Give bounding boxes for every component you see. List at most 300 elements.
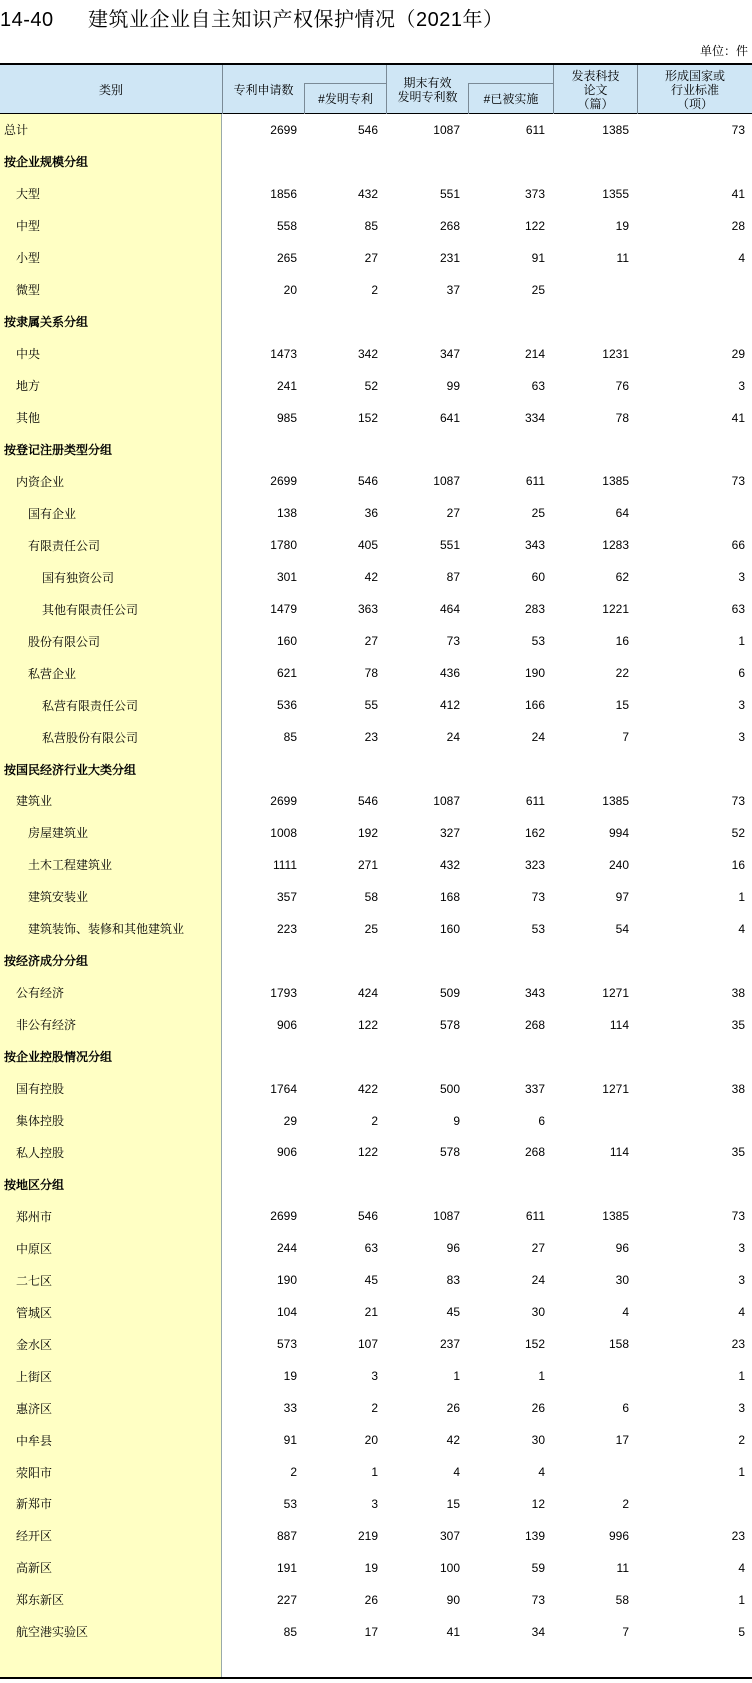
cell-implemented: 373 [524, 186, 545, 201]
cell-standards: 3 [738, 1401, 745, 1416]
cell-standards: 3 [738, 570, 745, 585]
row-label: 土木工程建筑业 [28, 858, 113, 873]
cell-patent-applications: 53 [283, 1496, 297, 1511]
cell-patent-applications: 190 [276, 1273, 297, 1288]
cell-papers: 17 [615, 1433, 629, 1448]
cell-valid-inventions: 578 [439, 1017, 460, 1032]
row-label: 私人控股 [16, 1145, 65, 1160]
cell-valid-inventions: 436 [439, 666, 460, 681]
cell-standards: 4 [738, 1305, 745, 1320]
cell-invention-patents: 219 [357, 1528, 378, 1543]
cell-standards: 73 [731, 793, 745, 808]
table-row [0, 657, 752, 689]
cell-patent-applications: 19 [283, 1369, 297, 1384]
table-row [0, 1232, 752, 1264]
cell-papers: 1385 [602, 474, 629, 489]
cell-implemented: 60 [531, 570, 545, 585]
cell-standards: 3 [738, 378, 745, 393]
cell-patent-applications: 2699 [270, 793, 297, 808]
cell-patent-applications: 1856 [270, 186, 297, 201]
cell-papers: 1221 [602, 602, 629, 617]
cell-papers: 1271 [602, 985, 629, 1000]
cell-patent-applications: 138 [276, 506, 297, 521]
cell-invention-patents: 27 [364, 634, 378, 649]
cell-standards: 4 [738, 250, 745, 265]
cell-implemented: 152 [524, 1337, 545, 1352]
cell-implemented: 6 [538, 1113, 545, 1128]
cell-implemented: 162 [524, 825, 545, 840]
group-header-row [0, 1041, 752, 1073]
row-label: 按隶属关系分组 [4, 315, 89, 330]
cell-standards: 73 [731, 474, 745, 489]
cell-papers: 30 [615, 1273, 629, 1288]
table-row [0, 1392, 752, 1424]
cell-patent-applications: 1780 [270, 538, 297, 553]
table-row [0, 402, 752, 434]
cell-invention-patents: 26 [364, 1592, 378, 1607]
cell-invention-patents: 85 [364, 218, 378, 233]
table-row [0, 593, 752, 625]
cell-invention-patents: 422 [357, 1081, 378, 1096]
table-row [0, 1009, 752, 1041]
cell-valid-inventions: 231 [439, 250, 460, 265]
cell-implemented: 12 [531, 1496, 545, 1511]
cell-valid-inventions: 551 [439, 186, 460, 201]
cell-implemented: 611 [525, 474, 545, 489]
cell-patent-applications: 85 [283, 1624, 297, 1639]
cell-standards: 73 [731, 1209, 745, 1224]
cell-invention-patents: 23 [364, 730, 378, 745]
cell-invention-patents: 45 [364, 1273, 378, 1288]
cell-implemented: 27 [531, 1241, 545, 1256]
table-row [0, 178, 752, 210]
header-standards-line2: 行业标准 [670, 82, 719, 97]
table-row [0, 977, 752, 1009]
cell-invention-patents: 342 [357, 346, 378, 361]
cell-papers: 1385 [602, 793, 629, 808]
row-label: 按企业规模分组 [4, 155, 89, 170]
cell-implemented: 166 [524, 698, 545, 713]
row-label: 私营股份有限公司 [42, 730, 139, 745]
cell-invention-patents: 546 [357, 474, 378, 489]
row-label: 中型 [16, 219, 41, 234]
table-header [0, 63, 752, 114]
cell-implemented: 323 [524, 857, 545, 872]
cell-standards: 29 [731, 346, 745, 361]
cell-papers: 158 [608, 1337, 629, 1352]
cell-patent-applications: 227 [276, 1592, 297, 1607]
cell-patent-applications: 573 [276, 1337, 297, 1352]
table-body [0, 114, 752, 1648]
row-label: 小型 [16, 251, 41, 266]
row-label: 管城区 [16, 1305, 53, 1320]
cell-patent-applications: 241 [276, 378, 297, 393]
cell-invention-patents: 122 [357, 1017, 378, 1032]
cell-papers: 19 [615, 218, 629, 233]
cell-standards: 73 [731, 122, 745, 137]
unit-label: 单位：件 [699, 44, 748, 58]
table-row [0, 1200, 752, 1232]
cell-patent-applications: 887 [276, 1528, 297, 1543]
table-row [0, 817, 752, 849]
cell-valid-inventions: 509 [439, 985, 460, 1000]
cell-papers: 11 [616, 1560, 629, 1575]
cell-papers: 78 [615, 410, 629, 425]
cell-patent-applications: 1764 [270, 1081, 297, 1096]
cell-implemented: 24 [531, 730, 545, 745]
cell-valid-inventions: 641 [439, 410, 460, 425]
cell-implemented: 1 [538, 1369, 545, 1384]
cell-valid-inventions: 168 [439, 889, 460, 904]
cell-patent-applications: 191 [276, 1560, 297, 1575]
cell-invention-patents: 152 [357, 410, 378, 425]
header-standards-line3: （项） [676, 96, 713, 111]
cell-papers: 1271 [602, 1081, 629, 1096]
table-row [0, 849, 752, 881]
table-row [0, 1488, 752, 1520]
header-papers-line2: 论文 [583, 82, 608, 97]
cell-papers: 1385 [602, 1209, 629, 1224]
row-label: 建筑安装业 [28, 890, 89, 905]
cell-valid-inventions: 96 [446, 1241, 460, 1256]
table-row [0, 1360, 752, 1392]
header-divider [304, 83, 386, 84]
table-row [0, 1328, 752, 1360]
cell-papers: 1231 [602, 346, 629, 361]
row-label: 中原区 [16, 1241, 53, 1256]
cell-implemented: 214 [524, 346, 545, 361]
table-row [0, 1456, 752, 1488]
cell-papers: 7 [622, 730, 629, 745]
cell-valid-inventions: 99 [446, 378, 460, 393]
table-row [0, 913, 752, 945]
cell-valid-inventions: 15 [446, 1496, 460, 1511]
cell-invention-patents: 52 [364, 378, 378, 393]
header-papers-line3: （篇） [577, 96, 614, 111]
cell-patent-applications: 85 [283, 730, 297, 745]
cell-papers: 11 [616, 250, 629, 265]
cell-valid-inventions: 327 [439, 825, 460, 840]
group-header-row [0, 306, 752, 338]
cell-implemented: 122 [524, 218, 545, 233]
cell-invention-patents: 546 [357, 122, 378, 137]
cell-invention-patents: 42 [364, 570, 378, 585]
row-label: 惠济区 [16, 1401, 53, 1416]
row-label: 新郑市 [16, 1497, 53, 1512]
cell-invention-patents: 2 [371, 282, 378, 297]
cell-papers: 62 [615, 570, 629, 585]
cell-patent-applications: 357 [276, 889, 297, 904]
table-row [0, 881, 752, 913]
cell-invention-patents: 405 [357, 538, 378, 553]
cell-valid-inventions: 307 [439, 1528, 460, 1543]
cell-valid-inventions: 464 [439, 602, 460, 617]
cell-valid-inventions: 90 [446, 1592, 460, 1607]
cell-patent-applications: 33 [283, 1401, 297, 1416]
table-row [0, 370, 752, 402]
header-divider [468, 83, 553, 84]
row-label: 经开区 [16, 1529, 53, 1544]
row-label: 上街区 [16, 1369, 53, 1384]
cell-valid-inventions: 1087 [433, 1209, 460, 1224]
table-row [0, 242, 752, 274]
cell-standards: 4 [738, 1560, 745, 1575]
cell-patent-applications: 2699 [270, 122, 297, 137]
cell-standards: 63 [731, 602, 745, 617]
cell-implemented: 139 [524, 1528, 545, 1543]
cell-invention-patents: 17 [364, 1624, 378, 1639]
row-label: 金水区 [16, 1337, 53, 1352]
row-label: 非公有经济 [16, 1018, 77, 1033]
cell-standards: 28 [731, 218, 745, 233]
cell-patent-applications: 621 [276, 666, 297, 681]
cell-valid-inventions: 9 [453, 1113, 460, 1128]
table-row [0, 1552, 752, 1584]
cell-standards: 1 [738, 1465, 745, 1479]
cell-standards: 23 [731, 1528, 745, 1543]
cell-implemented: 343 [524, 538, 545, 553]
cell-standards: 1 [738, 1369, 745, 1384]
row-label: 国有控股 [16, 1082, 65, 1097]
row-label: 荥阳市 [16, 1465, 53, 1480]
cell-standards: 3 [738, 730, 745, 745]
cell-standards: 52 [731, 825, 745, 840]
group-header-row [0, 1168, 752, 1200]
cell-invention-patents: 27 [364, 250, 378, 265]
row-label: 私营企业 [28, 666, 77, 681]
cell-valid-inventions: 432 [439, 857, 460, 872]
row-label: 股份有限公司 [28, 634, 101, 649]
table-row [0, 529, 752, 561]
table-row [0, 561, 752, 593]
row-label: 按经济成分分组 [4, 954, 89, 969]
cell-invention-patents: 58 [364, 889, 378, 904]
cell-standards: 3 [738, 1241, 745, 1256]
row-label: 按国民经济行业大类分组 [4, 762, 137, 777]
cell-valid-inventions: 412 [439, 698, 460, 713]
cell-papers: 1385 [602, 122, 629, 137]
header-patent-applications: 专利申请数 [222, 65, 304, 114]
row-label: 地方 [16, 379, 41, 394]
cell-papers: 76 [615, 378, 629, 393]
table-title: 建筑业企业自主知识产权保护情况（2021年） [88, 9, 504, 31]
cell-valid-inventions: 500 [439, 1081, 460, 1096]
cell-standards: 3 [738, 1273, 745, 1288]
cell-valid-inventions: 1087 [433, 122, 460, 137]
cell-patent-applications: 29 [283, 1113, 297, 1128]
table-row [0, 625, 752, 657]
row-label: 其他有限责任公司 [42, 602, 139, 617]
cell-valid-inventions: 347 [439, 346, 460, 361]
cell-patent-applications: 536 [276, 698, 297, 713]
cell-patent-applications: 91 [283, 1433, 297, 1448]
cell-standards: 5 [738, 1624, 745, 1639]
cell-papers: 114 [609, 1145, 629, 1160]
cell-papers: 64 [615, 506, 629, 521]
row-label: 私营有限责任公司 [42, 698, 139, 713]
cell-patent-applications: 104 [276, 1305, 297, 1320]
cell-valid-inventions: 578 [439, 1145, 460, 1160]
cell-invention-patents: 1 [371, 1465, 378, 1479]
table-row [0, 721, 752, 753]
group-header-row [0, 434, 752, 466]
cell-standards: 23 [731, 1337, 745, 1352]
table-row [0, 465, 752, 497]
row-label: 郑东新区 [16, 1593, 65, 1608]
cell-standards: 6 [738, 666, 745, 681]
cell-valid-inventions: 1087 [433, 793, 460, 808]
cell-valid-inventions: 87 [446, 570, 460, 585]
cell-implemented: 59 [531, 1560, 545, 1575]
row-label: 总计 [4, 123, 29, 138]
table-row [0, 114, 752, 146]
cell-valid-inventions: 27 [446, 506, 460, 521]
table-row [0, 689, 752, 721]
header-category: 类别 [98, 82, 123, 97]
row-label: 房屋建筑业 [28, 826, 89, 841]
table-row [0, 1296, 752, 1328]
header-valid-inventions [386, 65, 468, 114]
header-implemented: #已被实施 [468, 83, 553, 114]
cell-patent-applications: 20 [283, 282, 297, 297]
cell-valid-inventions: 24 [446, 730, 460, 745]
cell-papers: 4 [622, 1305, 629, 1320]
table-row [0, 1073, 752, 1105]
cell-standards: 38 [731, 1081, 745, 1096]
cell-invention-patents: 55 [364, 698, 378, 713]
cell-papers: 97 [615, 889, 629, 904]
cell-valid-inventions: 268 [439, 218, 460, 233]
cell-implemented: 343 [524, 985, 545, 1000]
cell-implemented: 34 [531, 1624, 545, 1639]
cell-implemented: 611 [525, 1209, 545, 1224]
row-label: 微型 [16, 283, 41, 298]
cell-valid-inventions: 83 [446, 1273, 460, 1288]
row-label: 航空港实验区 [16, 1625, 89, 1640]
cell-patent-applications: 1793 [270, 985, 297, 1000]
cell-invention-patents: 20 [364, 1433, 378, 1448]
cell-papers: 7 [622, 1624, 629, 1639]
table-row [0, 1137, 752, 1169]
cell-invention-patents: 271 [357, 857, 378, 872]
cell-invention-patents: 546 [357, 793, 378, 808]
row-label: 郑州市 [16, 1209, 53, 1224]
row-label: 内资企业 [16, 474, 65, 489]
cell-papers: 1283 [602, 538, 629, 553]
cell-valid-inventions: 41 [446, 1624, 460, 1639]
cell-standards: 2 [738, 1433, 745, 1448]
cell-implemented: 611 [525, 793, 545, 808]
cell-standards: 35 [731, 1145, 745, 1160]
cell-implemented: 73 [531, 889, 545, 904]
cell-invention-patents: 107 [357, 1337, 378, 1352]
header-valid-inventions-line2: 发明专利数 [397, 89, 458, 104]
cell-papers: 240 [608, 857, 629, 872]
table-bottom-rule [0, 1677, 752, 1679]
cell-papers: 1355 [602, 186, 629, 201]
cell-valid-inventions: 1087 [433, 474, 460, 489]
table-row [0, 1584, 752, 1616]
cell-implemented: 611 [525, 122, 545, 137]
cell-patent-applications: 1111 [272, 857, 297, 872]
cell-patent-applications: 223 [276, 921, 297, 936]
cell-implemented: 190 [524, 666, 545, 681]
cell-invention-patents: 19 [364, 1560, 378, 1575]
cell-papers: 22 [615, 666, 629, 681]
row-label: 建筑业 [16, 794, 53, 809]
row-label: 中央 [16, 347, 41, 362]
row-label: 其他 [16, 411, 41, 426]
cell-papers: 996 [608, 1528, 629, 1543]
cell-implemented: 268 [524, 1145, 545, 1160]
cell-patent-applications: 985 [276, 410, 297, 425]
cell-papers: 114 [609, 1017, 629, 1032]
group-header-row [0, 146, 752, 178]
cell-valid-inventions: 26 [446, 1401, 460, 1416]
cell-valid-inventions: 551 [439, 538, 460, 553]
row-label: 按登记注册类型分组 [4, 443, 113, 457]
page-title [0, 6, 504, 34]
row-label: 集体控股 [16, 1114, 65, 1129]
table-row [0, 785, 752, 817]
row-label: 按企业控股情况分组 [4, 1050, 113, 1065]
cell-invention-patents: 192 [357, 825, 378, 840]
cell-standards: 41 [731, 186, 745, 201]
cell-standards: 1 [738, 1592, 745, 1607]
cell-patent-applications: 160 [276, 634, 297, 649]
cell-implemented: 4 [538, 1465, 545, 1479]
cell-patent-applications: 244 [276, 1241, 297, 1256]
table-row [0, 274, 752, 306]
cell-implemented: 63 [531, 378, 545, 393]
cell-valid-inventions: 160 [439, 921, 460, 936]
cell-valid-inventions: 1 [453, 1369, 460, 1384]
cell-standards: 41 [731, 410, 745, 425]
cell-papers: 54 [615, 921, 629, 936]
cell-patent-applications: 301 [276, 570, 297, 585]
cell-invention-patents: 432 [357, 186, 378, 201]
table-row [0, 497, 752, 529]
row-label: 有限责任公司 [28, 538, 101, 553]
cell-invention-patents: 21 [364, 1305, 378, 1320]
cell-patent-applications: 2699 [270, 1209, 297, 1224]
cell-papers: 96 [615, 1241, 629, 1256]
cell-valid-inventions: 42 [446, 1433, 460, 1448]
row-label: 国有独资公司 [42, 570, 115, 585]
cell-valid-inventions: 73 [446, 634, 460, 649]
group-header-row [0, 945, 752, 977]
cell-valid-inventions: 100 [439, 1560, 460, 1575]
cell-implemented: 334 [524, 410, 545, 425]
cell-standards: 35 [731, 1017, 745, 1032]
cell-invention-patents: 63 [364, 1241, 378, 1256]
group-header-row [0, 753, 752, 785]
cell-patent-applications: 906 [276, 1145, 297, 1160]
cell-patent-applications: 2 [290, 1465, 297, 1479]
cell-standards: 1 [738, 634, 745, 649]
cell-implemented: 30 [531, 1433, 545, 1448]
cell-patent-applications: 1479 [270, 602, 297, 617]
cell-papers: 6 [622, 1401, 629, 1416]
cell-implemented: 53 [531, 921, 545, 936]
cell-invention-patents: 3 [371, 1496, 378, 1511]
row-label: 大型 [16, 187, 41, 202]
cell-implemented: 283 [524, 602, 545, 617]
cell-invention-patents: 78 [364, 666, 378, 681]
header-papers [553, 65, 637, 114]
table-row [0, 1105, 752, 1137]
row-label: 建筑装饰、装修和其他建筑业 [28, 922, 185, 937]
